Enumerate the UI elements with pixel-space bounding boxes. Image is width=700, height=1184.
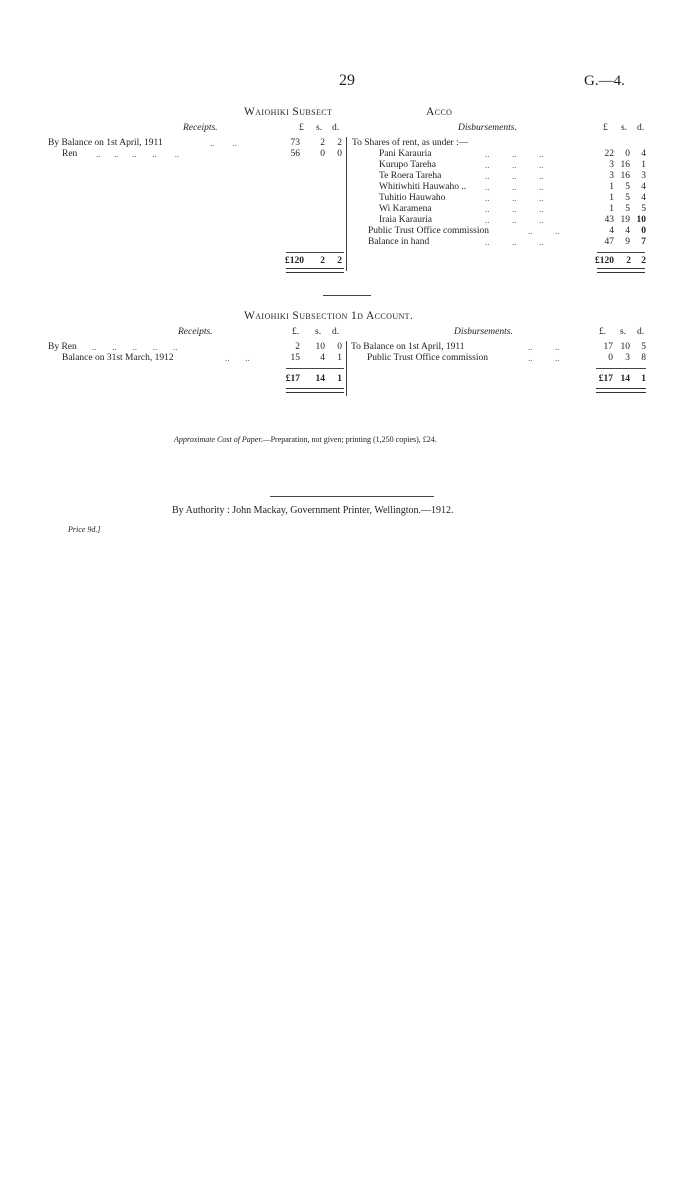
- disbursement-label: Public Trust Office commission: [368, 226, 489, 236]
- total-shillings: 2: [626, 256, 631, 266]
- col-shillings: s.: [315, 327, 322, 337]
- disbursement-pence: 5: [641, 342, 646, 352]
- total-rule: [286, 252, 344, 253]
- total-pence: 2: [641, 256, 646, 266]
- authority-rule: [270, 496, 434, 497]
- leader-dots: .. .. .. .. ..: [96, 149, 180, 159]
- receipt-pounds: 73: [290, 138, 300, 148]
- document-reference: G.—4.: [584, 73, 625, 89]
- disbursement-pounds: 3: [609, 171, 614, 181]
- printer-authority: By Authority : John Mackay, Government Printer, Wellington.—1912.: [172, 505, 454, 516]
- leader-dots: .. ..: [210, 138, 237, 148]
- total-pounds: £17: [285, 374, 300, 384]
- disbursements-heading: Disbursements.: [458, 123, 517, 133]
- leader-dots: .. .. .. .. ..: [92, 342, 178, 352]
- disbursement-label: Wi Karamena: [379, 204, 432, 214]
- receipt-pounds: 2: [295, 342, 300, 352]
- col-shillings: s.: [621, 123, 628, 133]
- disbursement-label: Te Roera Tareha: [379, 171, 442, 181]
- total-pounds: £120: [285, 256, 304, 266]
- disbursement-label: Balance in hand: [368, 237, 430, 247]
- leader-dots: .. .. ..: [485, 182, 544, 192]
- cost-text: —Preparation, not given; printing (1,250 copies), £24.: [262, 435, 437, 444]
- disbursement-shillings: 0: [625, 149, 630, 159]
- disbursement-label: Iraia Karauria: [379, 215, 433, 225]
- receipt-shillings: 0: [320, 149, 325, 159]
- col-pounds: £.: [599, 327, 607, 337]
- disbursement-pounds: 1: [609, 204, 614, 214]
- account2-title: Waiohiki Subsection 1d Account.: [244, 310, 414, 322]
- col-shillings: s.: [316, 123, 323, 133]
- disbursement-shillings: 9: [625, 237, 630, 247]
- disbursement-shillings: 4: [625, 226, 630, 236]
- disbursement-pence: 3: [641, 171, 646, 181]
- disbursement-pence: 5: [641, 204, 646, 214]
- disbursement-pence: 1: [641, 160, 646, 170]
- total-shillings: 2: [320, 256, 325, 266]
- disbursement-label: Whitiwhiti Hauwaho ..: [379, 182, 467, 192]
- receipts-heading: Receipts.: [183, 123, 218, 133]
- leader-dots: .. .. ..: [485, 149, 544, 159]
- disbursement-label: Kurupo Tareha: [379, 160, 436, 170]
- disbursement-shillings: 5: [625, 204, 630, 214]
- disbursement-intro: To Shares of rent, as under :—: [352, 138, 469, 148]
- cost-label: Approximate Cost of Paper.: [174, 435, 263, 444]
- disbursement-shillings: 19: [620, 215, 630, 225]
- total-double-rule: [286, 268, 344, 273]
- disbursement-pence: 4: [641, 193, 646, 203]
- col-shillings: s.: [620, 327, 627, 337]
- total-double-rule: [596, 388, 646, 393]
- disbursement-shillings: 5: [625, 182, 630, 192]
- receipts-heading: Receipts.: [178, 327, 213, 337]
- total-pounds: £17: [598, 374, 613, 384]
- total-rule: [597, 252, 645, 253]
- disbursement-shillings: 5: [625, 193, 630, 203]
- disbursement-pence: 0: [641, 226, 646, 236]
- disbursement-pence: 4: [641, 182, 646, 192]
- total-pence: 2: [337, 256, 342, 266]
- account1-title-right: Acco: [426, 106, 453, 118]
- receipt-pence: 0: [337, 149, 342, 159]
- leader-dots: .. ..: [528, 353, 560, 363]
- disbursement-shillings: 16: [620, 171, 630, 181]
- disbursement-label: Public Trust Office commission: [367, 353, 488, 363]
- leader-dots: .. .. ..: [485, 215, 544, 225]
- receipt-label: Ren: [62, 149, 78, 159]
- receipt-pounds: 56: [290, 149, 300, 159]
- account1-title: Waiohiki Subsect: [244, 106, 333, 118]
- col-pence: d.: [332, 123, 340, 133]
- total-pence: 1: [337, 374, 342, 384]
- leader-dots: .. .. ..: [485, 171, 544, 181]
- total-shillings: 14: [315, 374, 325, 384]
- col-pounds: £: [299, 123, 304, 133]
- cost-of-paper-note: [174, 435, 437, 444]
- disbursement-pounds: 43: [604, 215, 614, 225]
- disbursement-pounds: 1: [609, 182, 614, 192]
- leader-dots: .. .. ..: [485, 237, 544, 247]
- col-pence: d.: [332, 327, 340, 337]
- col-pence: d.: [637, 123, 645, 133]
- column-divider: [346, 137, 347, 271]
- disbursement-label: To Balance on 1st April, 1911: [351, 342, 465, 352]
- disbursement-pounds: 22: [604, 149, 614, 159]
- leader-dots: .. ..: [225, 353, 250, 363]
- col-pounds: £: [603, 123, 608, 133]
- leader-dots: .. .. ..: [485, 193, 544, 203]
- disbursement-shillings: 16: [620, 160, 630, 170]
- leader-dots: .. .. ..: [485, 204, 544, 214]
- receipt-pence: 1: [337, 353, 342, 363]
- disbursement-shillings: 10: [620, 342, 630, 352]
- disbursement-pounds: 4: [609, 226, 614, 236]
- total-pounds: £120: [595, 256, 614, 266]
- total-double-rule: [597, 268, 645, 273]
- disbursement-pounds: 47: [604, 237, 614, 247]
- receipt-shillings: 4: [320, 353, 325, 363]
- page-number: 29: [339, 72, 355, 89]
- total-double-rule: [286, 388, 344, 393]
- disbursement-pounds: 17: [603, 342, 613, 352]
- disbursement-shillings: 3: [625, 353, 630, 363]
- disbursement-pounds: 0: [608, 353, 613, 363]
- disbursement-pence: 8: [641, 353, 646, 363]
- disbursement-pounds: 3: [609, 160, 614, 170]
- disbursement-pounds: 1: [609, 193, 614, 203]
- disbursement-label: Tuhitio Hauwaho: [379, 193, 446, 203]
- total-shillings: 14: [620, 374, 630, 384]
- total-rule: [596, 368, 646, 369]
- total-rule: [286, 368, 344, 369]
- receipt-shillings: 2: [320, 138, 325, 148]
- receipt-label: Balance on 31st March, 1912: [62, 353, 174, 363]
- col-pence: d.: [637, 327, 645, 337]
- col-pounds: £.: [292, 327, 300, 337]
- receipt-row: [48, 138, 163, 149]
- section-separator: [323, 295, 371, 296]
- receipt-label: By Balance on 1st April, 1911: [48, 138, 163, 148]
- disbursement-label: Pani Karauria: [379, 149, 432, 159]
- receipt-label: By Ren: [48, 342, 77, 352]
- receipt-pounds: 15: [290, 353, 300, 363]
- price: Price 9d.]: [68, 525, 101, 534]
- leader-dots: .. ..: [528, 226, 560, 236]
- disbursement-pence: 10: [636, 215, 646, 225]
- disbursement-pence: 4: [641, 149, 646, 159]
- total-pence: 1: [641, 374, 646, 384]
- receipt-shillings: 10: [315, 342, 325, 352]
- disbursement-pence: 7: [641, 237, 646, 247]
- disbursements-heading: Disbursements.: [454, 327, 513, 337]
- leader-dots: .. .. ..: [485, 160, 544, 170]
- column-divider: [346, 341, 347, 396]
- receipt-pence: 2: [337, 138, 342, 148]
- leader-dots: .. ..: [528, 342, 560, 352]
- receipt-pence: 0: [337, 342, 342, 352]
